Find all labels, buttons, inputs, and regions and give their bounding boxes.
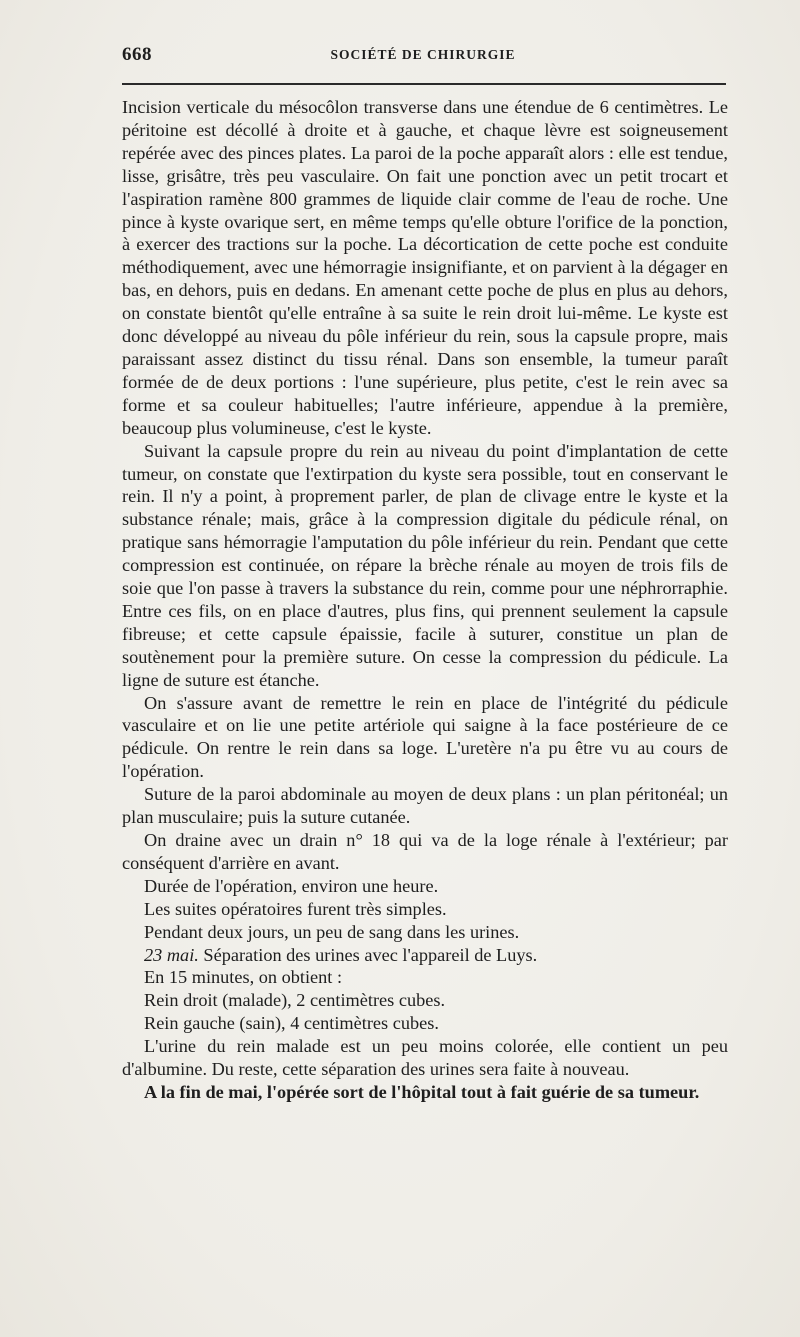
paragraph-rein-gauche: Rein gauche (sain), 4 centimètres cubes. (144, 1013, 439, 1034)
body-text (122, 96, 728, 1104)
paragraph-suture-paroi: Suture de la paroi abdominale au moyen de deux plans : un plan péritonéal; un plan musculaire; puis la suture cutanée. (122, 784, 728, 828)
header-rule (122, 83, 726, 85)
running-title: SOCIÉTÉ DE CHIRURGIE (330, 47, 516, 62)
paragraph-incision: Incision verticale du mésocôlon transverse dans une étendue de 6 centimètres. Le péritoine est décollé à droite et à gauche, et chaque lèvre est soigneusement repérée avec des pinces plates. La paroi de la poche apparaît alors : elle est tendue, lisse, grisâtre, très peu vasculaire. On fait une ponction avec un petit trocart et l'aspiration ramène 800 grammes de liquide clair comme de l'eau de roche. Une pince à kyste ovarique sert, en même temps qu'elle obture l'orifice de la ponction, à exercer des tractions sur la poche. La décortication de cette poche est conduite méthodiquement, avec une hémorragie insignifiante, et on parvient à la dégager en bas, en dehors, puis en dedans. En amenant cette poche de plus en plus au dehors, on constate bientôt qu'elle entraîne à sa suite le rein droit lui-même. Le kyste est donc développé au niveau du pôle inférieur du rein, sous la capsule propre, mais paraissant assez distinct du tissu rénal. Dans son ensemble, la tumeur paraît formée de de deux portions : l'une supérieure, plus petite, c'est le rein avec sa forme et sa couleur habituelles; l'autre inférieure, appendue à la première, beaucoup plus volumineuse, c'est le kyste. (122, 97, 728, 438)
page-number: 668 (122, 44, 152, 65)
paragraph-duree: Durée de l'opération, environ une heure. (144, 875, 439, 896)
paragraph-suites: Les suites opératoires furent très simples. (144, 898, 447, 919)
paragraph-obtient: En 15 minutes, on obtient : (144, 967, 343, 988)
paragraph-closing: A la fin de mai, l'opérée sort de l'hôpital tout à fait guérie de sa tumeur. (144, 1081, 700, 1102)
entry-date: 23 mai. (144, 944, 199, 965)
paragraph-drain: On draine avec un drain n° 18 qui va de la loge rénale à l'extérieur; par conséquent d'arrière en avant. (122, 830, 728, 873)
paragraph-rein-droit: Rein droit (malade), 2 centimètres cubes. (144, 990, 446, 1011)
paragraph-dated-entry (122, 944, 728, 967)
paragraph-capsule: Suivant la capsule propre du rein au niveau du point d'implantation de cette tumeur, on constate que l'extirpation du kyste sera possible, tout en conservant le rein. Il n'y a point, à proprement parler, de plan de clivage entre le kyste et la substance rénale; mais, grâce à la compression digitale du pédicule rénal, on pratique sans hémorragie l'amputation du pôle inférieur du rein. Pendant que cette compression est continuée, on répare la brèche rénale au moyen de trois fils de soie que l'on passe à travers la substance du rein, comme pour une néphrorraphie. Entre ces fils, on en place d'autres, plus fins, qui prennent seulement la capsule fibreuse; et cette capsule épaissie, facile à suturer, constitue un plan de soutènement pour la première suture. On cesse la compression du pédicule. La ligne de suture est étanche. (122, 440, 728, 690)
paragraph-sang: Pendant deux jours, un peu de sang dans les urines. (144, 921, 520, 942)
entry-text: Séparation des urines avec l'appareil de Luys. (203, 944, 538, 965)
paragraph-urine: L'urine du rein malade est un peu moins colorée, elle contient un peu d'albumine. Du reste, cette séparation des urines sera faite à nouveau. (122, 1036, 728, 1080)
running-head (122, 40, 724, 70)
paragraph-pedicule: On s'assure avant de remettre le rein en place de l'intégrité du pédicule vasculaire et on lie une petite artériole qui saigne à la face postérieure de ce pédicule. On rentre le rein dans sa loge. L'uretère n'a pu être vu au cours de l'opération. (122, 692, 728, 782)
